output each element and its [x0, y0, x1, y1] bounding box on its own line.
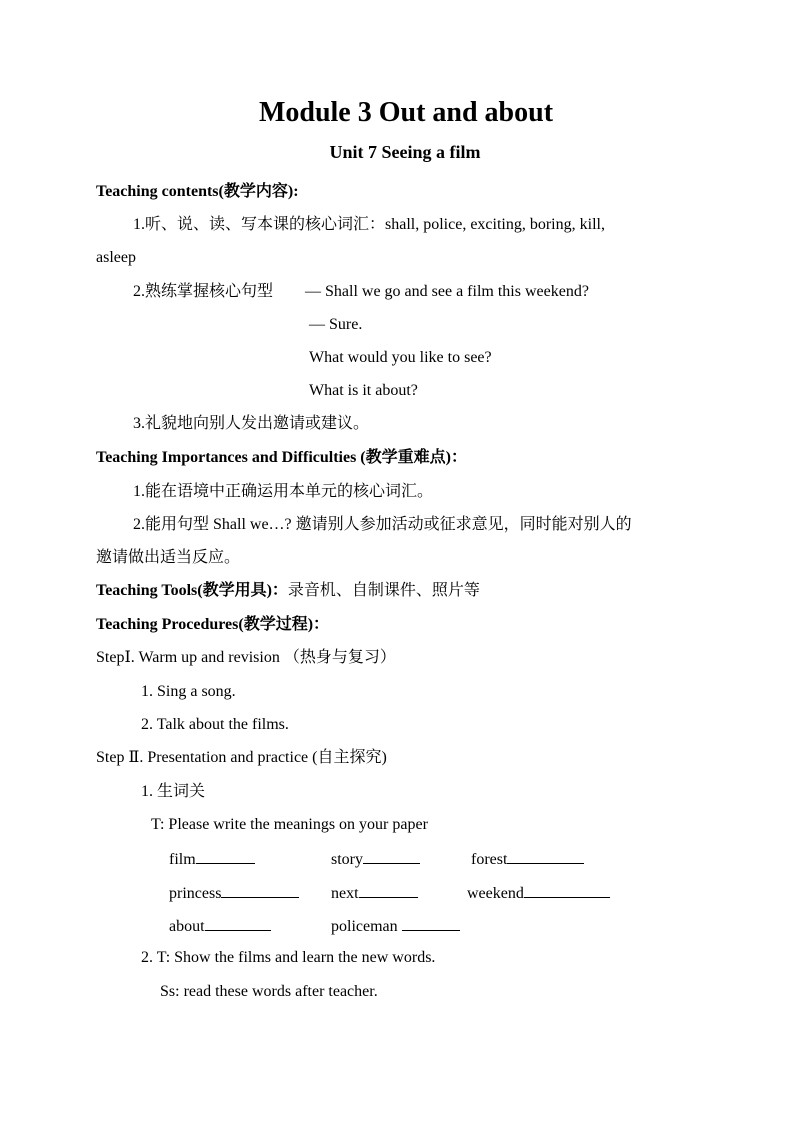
- word-blank-story: story: [331, 848, 420, 870]
- tools-text: 录音机、自制课件、照片等: [287, 582, 480, 599]
- word-blank-weekend: weekend: [467, 882, 610, 904]
- step-1-item-1: 1. Sing a song.: [141, 683, 236, 700]
- contents-item-1: 1.听、说、读、写本课的核心词汇：shall, police, exciting, boring, kill,: [133, 216, 605, 233]
- dialogue-line-3: What would you like to see?: [309, 349, 492, 366]
- importances-item-2: 2.能用句型 Shall we…? 邀请别人参加活动或征求意见，同时能对别人的: [133, 516, 632, 533]
- procedures-heading: Teaching Procedures(教学过程)：: [96, 616, 330, 633]
- page-title: Module 3 Out and about: [258, 97, 554, 128]
- step-2-item-1: 1. 生词关: [141, 783, 206, 800]
- step-2-item-2-students: Ss: read these words after teacher.: [160, 983, 378, 1000]
- tools-heading: Teaching Tools(教学用具)：: [96, 582, 288, 599]
- step-2-item-2: 2. T: Show the films and learn the new words.: [141, 949, 436, 966]
- contents-item-2: 2.熟练掌握核心句型: [133, 283, 274, 300]
- step-1-heading: StepⅠ. Warm up and revision （热身与复习）: [96, 649, 396, 666]
- importances-heading: Teaching Importances and Difficulties (教学重难点)：: [96, 449, 467, 466]
- tools-line: [96, 581, 480, 601]
- word-blank-princess: princess: [169, 882, 299, 904]
- word-blank-film: film: [169, 848, 255, 870]
- step-1-item-2: 2. Talk about the films.: [141, 716, 289, 733]
- dialogue-line-1: — Shall we go and see a film this weekend?: [305, 283, 589, 300]
- word-blank-policeman: policeman: [331, 915, 460, 937]
- unit-subtitle: Unit 7 Seeing a film: [329, 142, 481, 162]
- step-2-heading: Step Ⅱ. Presentation and practice (自主探究): [96, 749, 387, 766]
- step-2-instruction: T: Please write the meanings on your paper: [151, 816, 428, 833]
- dialogue-line-4: What is it about?: [309, 382, 418, 399]
- word-blank-about: about: [169, 915, 271, 937]
- dialogue-line-2: — Sure.: [309, 316, 363, 333]
- importances-item-2-continued: 邀请做出适当反应。: [96, 549, 241, 566]
- contents-item-1-continued: asleep: [96, 249, 136, 266]
- word-blank-next: next: [331, 882, 418, 904]
- word-blank-forest: forest: [471, 848, 584, 870]
- importances-item-1: 1.能在语境中正确运用本单元的核心词汇。: [133, 483, 434, 500]
- contents-item-3: 3.礼貌地向别人发出邀请或建议。: [133, 415, 370, 432]
- contents-heading: Teaching contents(教学内容):: [96, 183, 299, 200]
